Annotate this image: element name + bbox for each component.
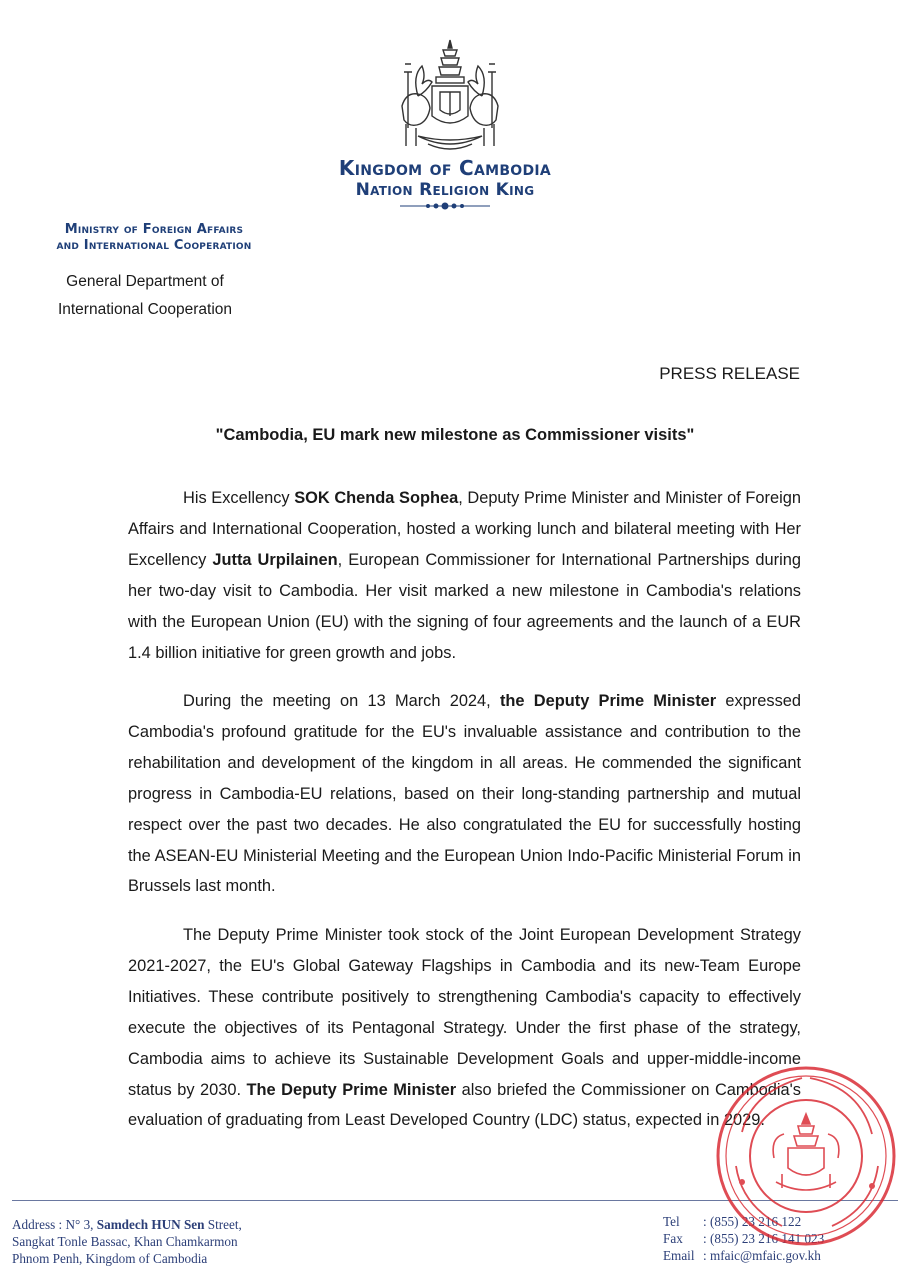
paragraph-3 [128,920,801,1136]
address-prefix: Address : N° 3, [12,1217,97,1232]
p3-text-a: The Deputy Prime Minister took stock of the Joint European Development Strategy 2021-2027, the EU's Global Gateway Flagships in Cambodia and its new-Team Europe Initiatives. These contribute positively to strengthening Cambodia's capacity to effectively execute the objectives of its Pentagonal Strategy. Under the first phase of the strategy, Cambodia aims to achieve its Sustainable Development Goals and upper-middle-income status by 2030. [128,926,801,1099]
p3-deputy-pm: The Deputy Prime Minister [246,1080,457,1099]
royal-crest-icon [388,36,512,154]
paragraph-1 [128,483,801,668]
ornament-divider-icon [400,200,490,212]
p2-text-c: expressed Cambodia's profound gratitude for the EU's invaluable assistance and contribution to the rehabilitation and development of the kingdom in all areas. He commended the significant progress in Cambodia-EU relations, based on their long-standing partnership and mutual respect over the past two decades. He also congratulated the EU for successfully hosting the ASEAN-EU Ministerial Meeting and the European Union Indo-Pacific Ministerial Forum in Brussels last month. [128,692,801,896]
p1-name-sok-chenda-sophea: SOK Chenda Sophea [294,489,459,507]
footer-address [12,1216,242,1267]
address-line2: Sangkat Tonle Bassac, Khan Chamkarmon [12,1234,238,1249]
p1-text-a: His Excellency [183,489,295,507]
address-street-suffix: Street, [204,1217,242,1232]
paragraph-2 [128,686,801,902]
p1-name-jutta-urpilainen: Jutta Urpilainen [212,550,338,569]
press-release-label: PRESS RELEASE [659,364,800,383]
department-name [40,268,250,324]
department-line2: International Cooperation [57,301,233,318]
ministry-name-line2: and International Cooperation [56,238,252,253]
headline: "Cambodia, EU mark new milestone as Commissioner visits" [215,426,695,444]
national-motto: Nation Religion King [355,180,535,200]
fax-label: Fax [663,1231,683,1246]
p1-text-e: , European Commissioner for International Partnerships during her two-day visit to Cambodia. Her visit marked a new milestone in Cambodia's relations with the European Union (EU) with the signing of four agreements and the launch of a EUR 1.4 billion initiative for green growth and jobs. [128,550,801,662]
fax-value: : (855) 23 216 141 023 [703,1231,825,1246]
tel-value: : (855) 23 216 122 [703,1214,802,1229]
p2-text-a: During the meeting on 13 March 2024, [183,692,500,710]
official-seal-stamp-icon [712,1062,900,1250]
address-line3: Phnom Penh, Kingdom of Cambodia [12,1251,208,1266]
tel-label: Tel [663,1214,680,1229]
p1-text-c: , Deputy Prime Minister and Minister of Foreign Affairs and International Cooperation, hosted a working lunch and bilateral meeting with Her Excellency [128,489,801,569]
p3-text-c: also briefed the Commissioner on Cambodia's evaluation of graduating from Least Developed Country (LDC) status, expected in 2029. [128,1080,801,1130]
department-line1: General Department of [66,273,224,290]
kingdom-title: Kingdom of Cambodia [338,156,552,180]
email-label: Email [663,1248,695,1263]
email-value: : mfaic@mfaic.gov.kh [703,1248,821,1263]
ministry-name-line1: Ministry of Foreign Affairs [64,222,244,237]
p2-deputy-pm: the Deputy Prime Minister [499,692,717,710]
address-street-name: Samdech HUN Sen [96,1217,205,1232]
